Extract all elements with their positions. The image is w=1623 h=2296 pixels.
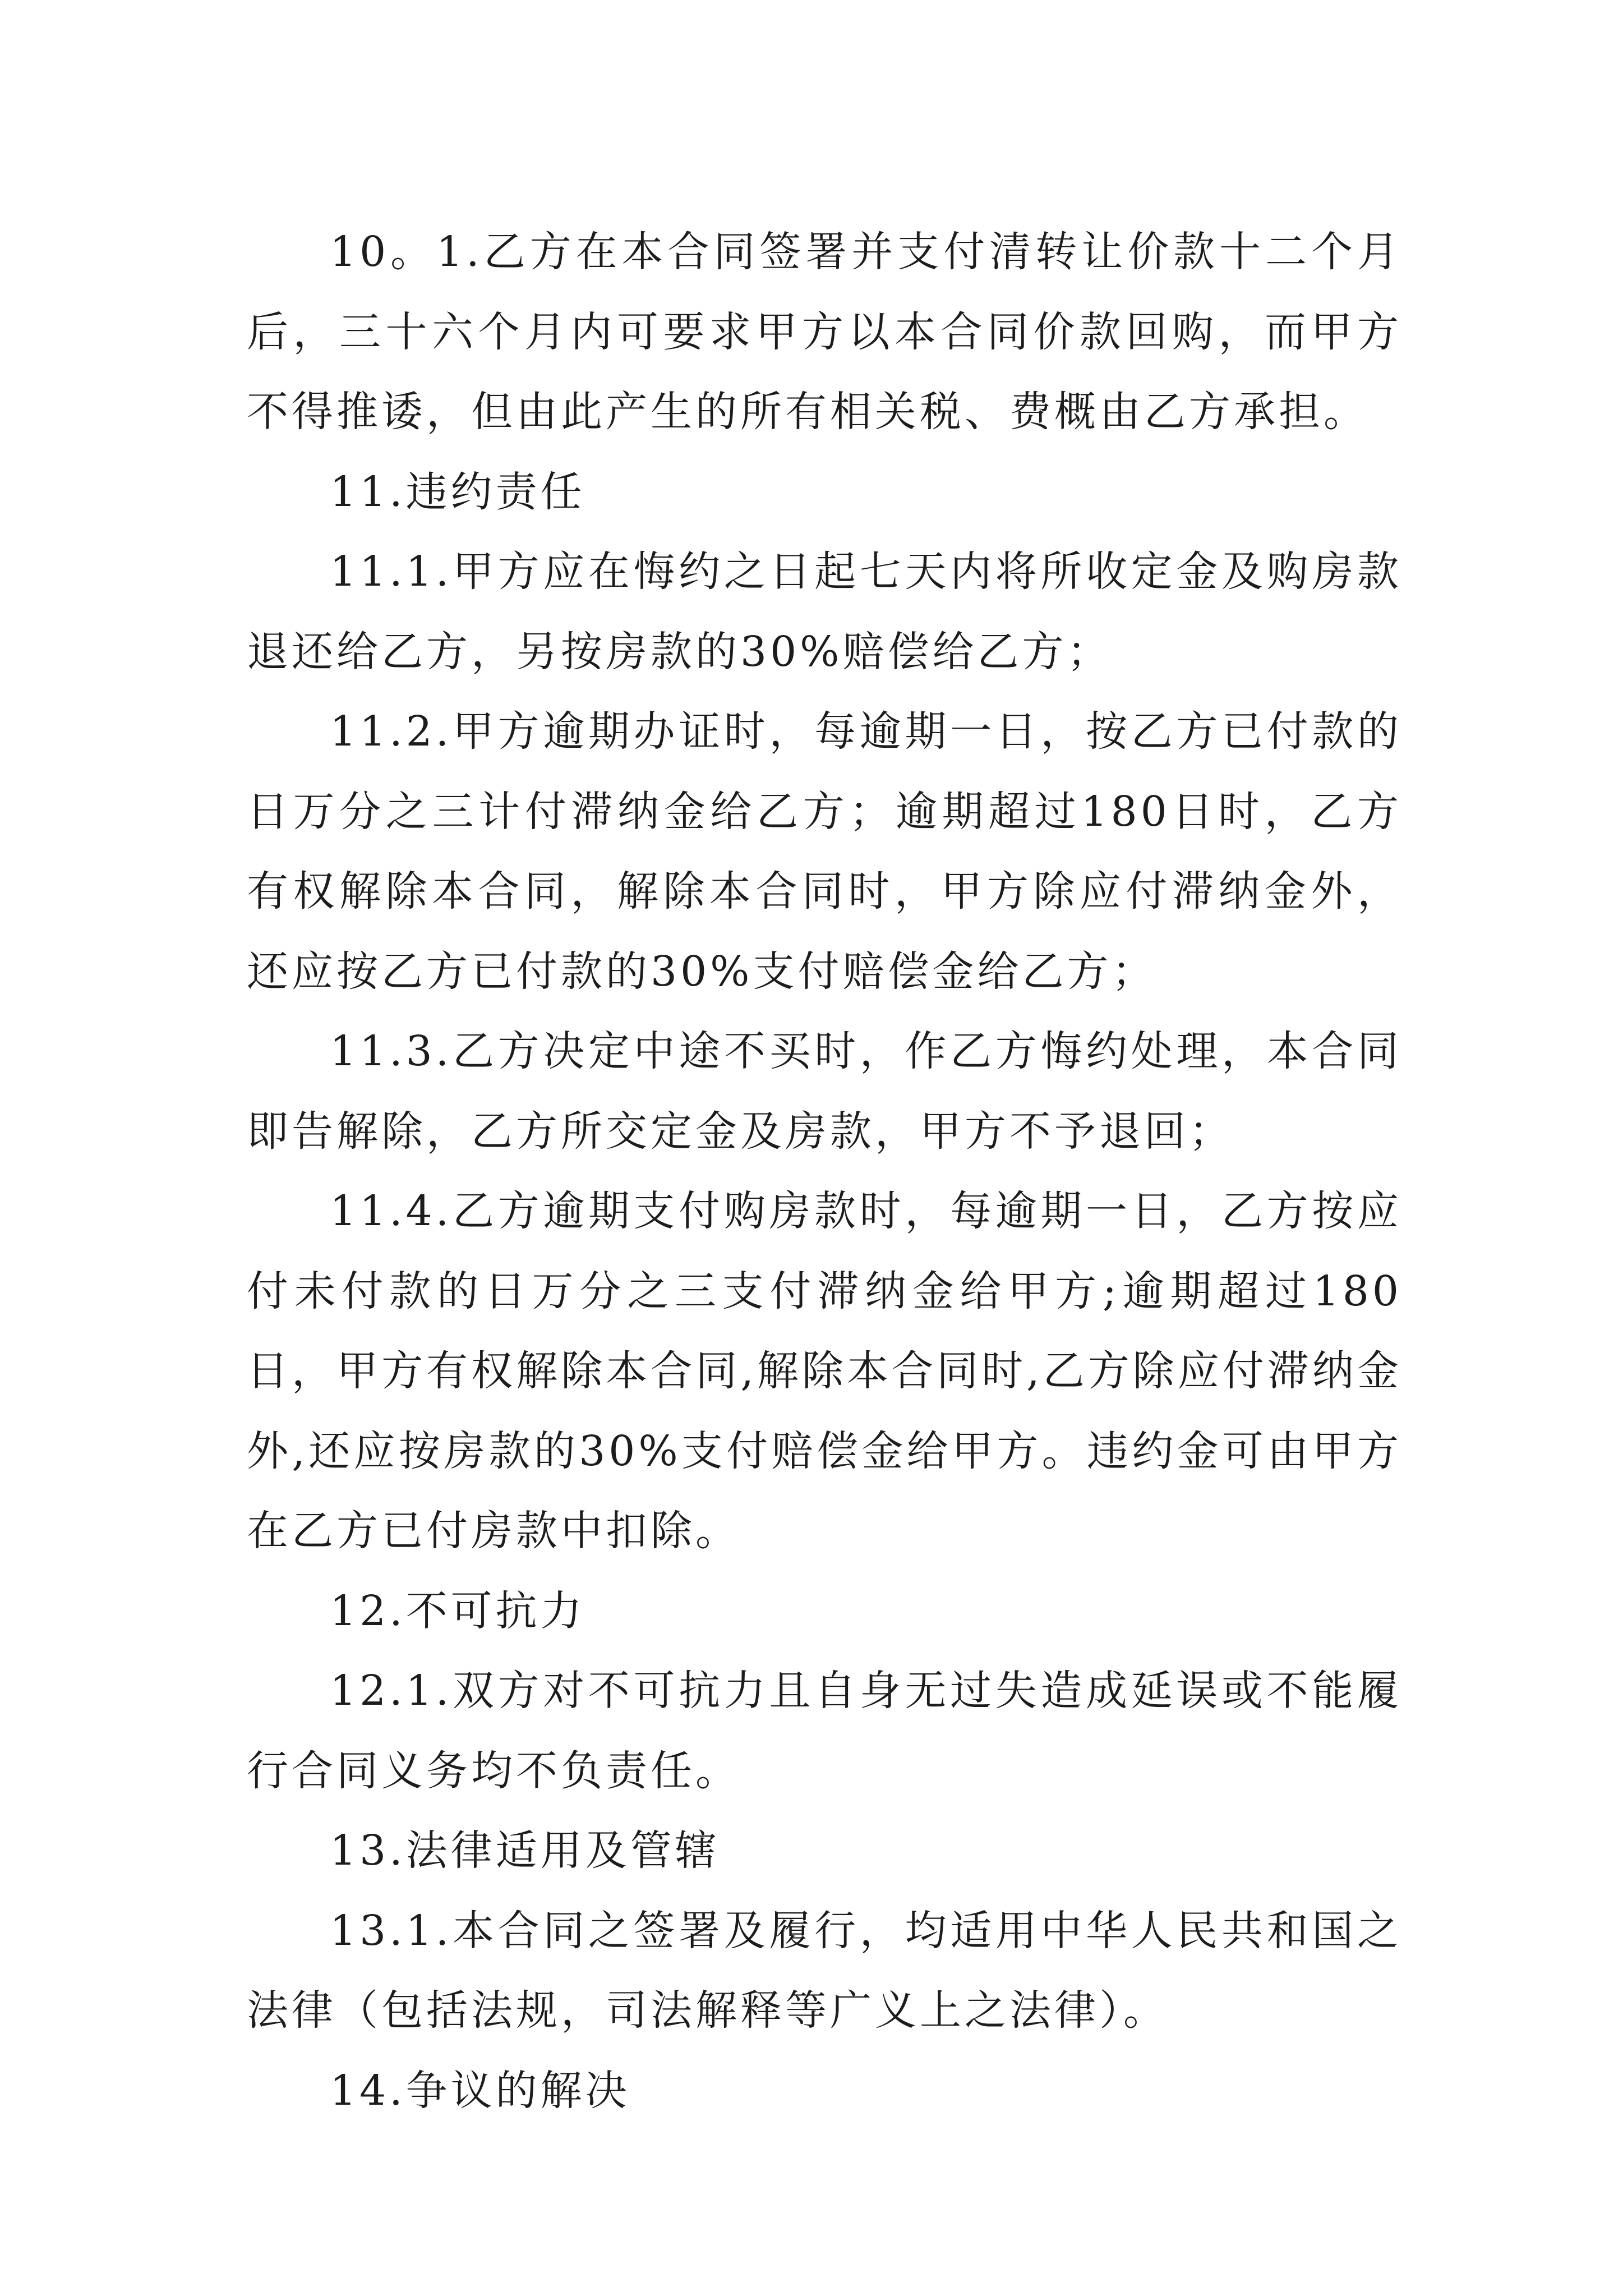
clause-11-3: 11.3.乙方决定中途不买时，作乙方悔约处理，本合同即告解除，乙方所交定金及房款，甲方不予退回；	[247, 1027, 1402, 1156]
clause-11-4: 11.4.乙方逾期支付购房款时，每逾期一日，乙方按应付未付款的日万分之三支付滞纳金给甲方;逾期超过180日，甲方有权解除本合同,解除本合同时,乙方除应付滞纳金外,还应按房款的30%支付赔偿金给甲方。违约金可由甲方在乙方已付房款中扣除。	[247, 1187, 1402, 1555]
heading-13-governing-law: 13.法律适用及管辖	[330, 1826, 720, 1875]
clause-13-1: 13.1.本合同之签署及履行，均适用中华人民共和国之法律（包括法规，司法解释等广义上之法律）。	[247, 1906, 1402, 2035]
heading-11-breach-liability: 11.违约责任	[330, 467, 585, 516]
clause-11-1: 11.1.甲方应在悔约之日起七天内将所收定金及购房款退还给乙方，另按房款的30%赔偿给乙方；	[247, 547, 1402, 676]
clause-11-2: 11.2.甲方逾期办证时，每逾期一日，按乙方已付款的日万分之三计付滞纳金给乙方；逾期超过180日时，乙方有权解除本合同，解除本合同时，甲方除应付滞纳金外，还应按乙方已付款的30%支付赔偿金给乙方；	[247, 707, 1402, 996]
heading-12-force-majeure: 12.不可抗力	[330, 1586, 585, 1635]
heading-14-dispute-resolution: 14.争议的解决	[330, 2066, 630, 2115]
clause-12-1: 12.1.双方对不可抗力且自身无过失造成延误或不能履行合同义务均不负责任。	[247, 1667, 1402, 1795]
clause-10-1: 10。1.乙方在本合同签署并支付清转让价款十二个月后，三十六个月内可要求甲方以本合同价款回购，而甲方不得推诿，但由此产生的所有相关税、费概由乙方承担。	[247, 228, 1402, 436]
document-body	[247, 212, 1402, 2131]
